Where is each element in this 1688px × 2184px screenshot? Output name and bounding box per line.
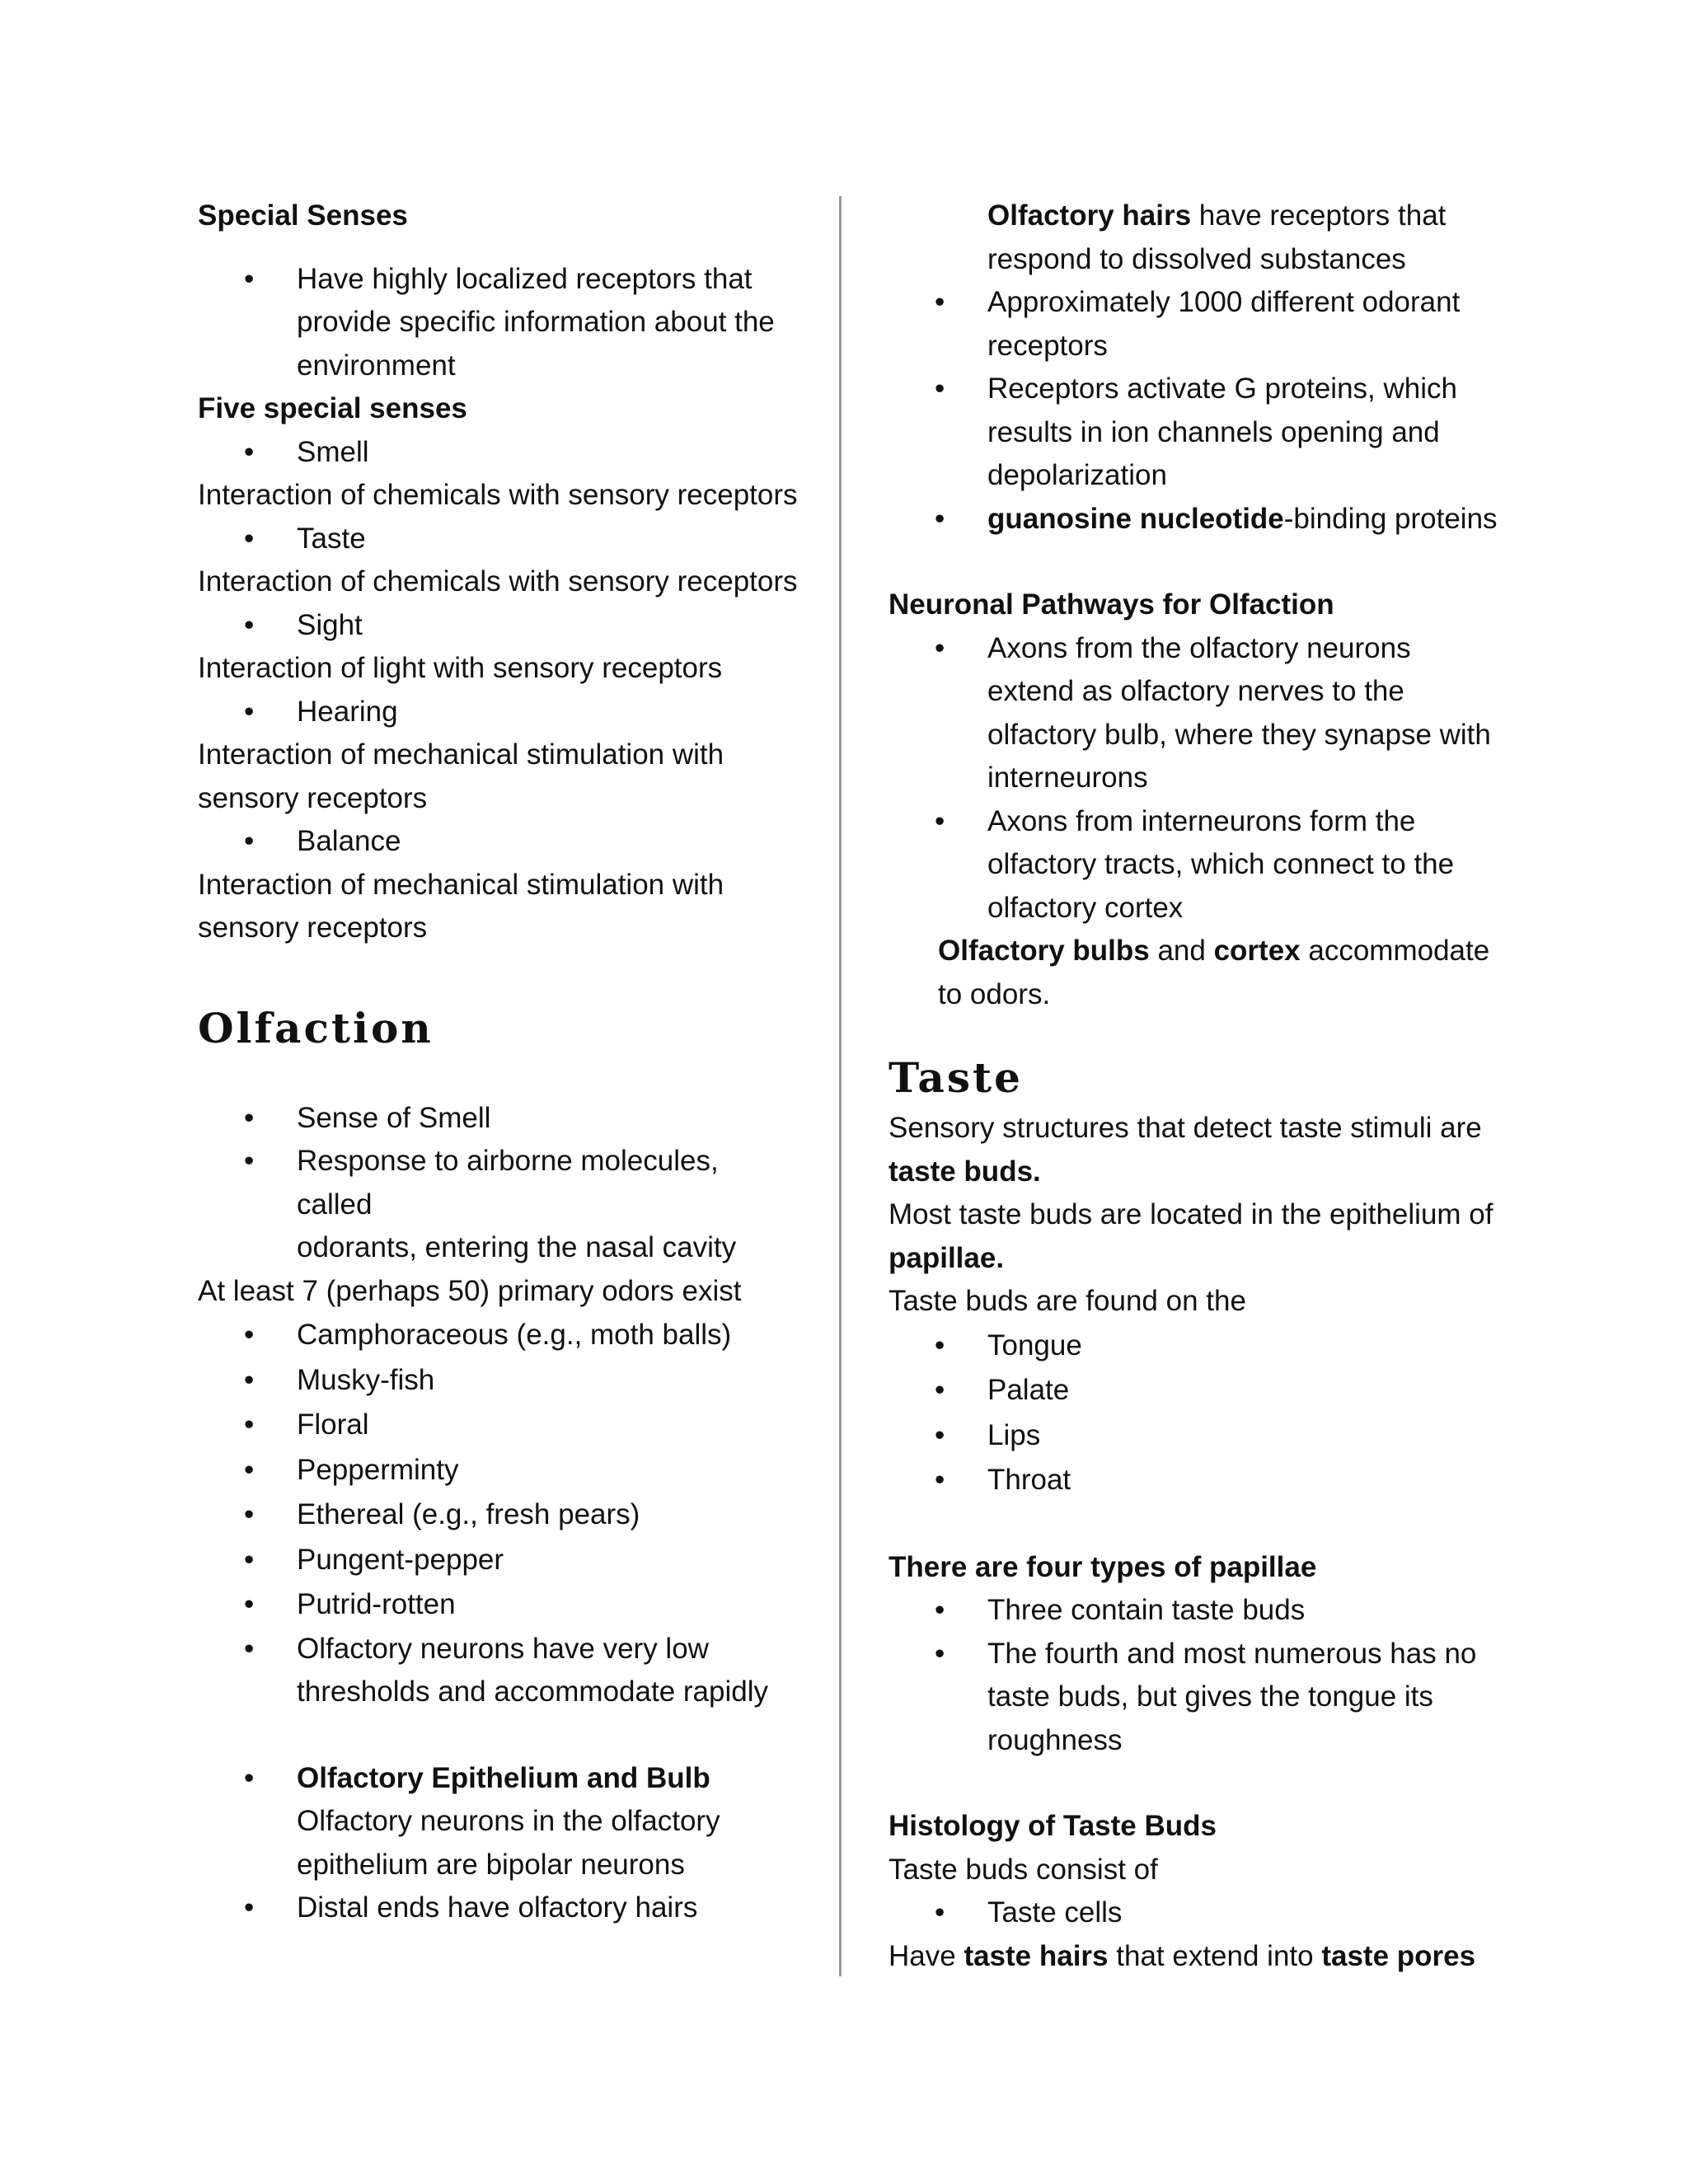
odor-item: • Pepperminty — [198, 1448, 791, 1493]
pathway-bullet: • Axons from interneurons form the olfactory tracts, which connect to the olfactory cortex — [889, 800, 1498, 930]
sense-item-hearing: • Hearing — [198, 691, 791, 734]
olfactory-hairs-line: Olfactory hairs have receptors that — [987, 199, 1447, 232]
papillae-heading: There are four types of papillae — [889, 1550, 1317, 1583]
epithelium-heading: • Olfactory Epithelium and Bulb — [297, 1761, 710, 1794]
location-item: • Palate — [889, 1368, 1498, 1413]
histology-bullet: • Taste cells — [889, 1891, 1498, 1935]
five-senses-heading: Five special senses — [198, 392, 467, 424]
receptor-bullet: • Approximately 1000 different odorant receptors — [889, 281, 1498, 368]
guanosine-bullet: • guanosine nucleotide-binding proteins — [889, 498, 1498, 541]
column-divider — [839, 196, 842, 1976]
odor-item: • Camphoraceous (e.g., moth balls) — [198, 1313, 791, 1358]
epithelium-bullet: • Olfactory Epithelium and Bulb Olfactory neurons in the olfactory epithelium are bipolar neurons — [198, 1757, 791, 1887]
location-item: • Lips — [889, 1413, 1498, 1459]
sense-item-smell: • Smell — [198, 431, 791, 475]
special-senses-heading: Special Senses — [198, 199, 408, 232]
olfaction-bullet: • Sense of Smell — [198, 1097, 791, 1141]
sense-desc: Interaction of chemicals with sensory receptors — [198, 565, 798, 598]
left-column — [198, 194, 798, 1930]
odor-item: • Floral — [198, 1403, 791, 1448]
sense-desc: sensory receptors — [198, 781, 428, 814]
odor-item: • Ethereal (e.g., fresh pears) — [198, 1493, 791, 1538]
papillae-bullet: • Three contain taste buds — [889, 1589, 1498, 1633]
pathway-bullet: • Axons from the olfactory neurons extend as olfactory nerves to the olfactory bulb, where they synapse with interneurons — [889, 627, 1498, 800]
taste-title: Taste — [889, 1053, 1023, 1102]
sense-desc: sensory receptors — [198, 912, 428, 944]
sense-desc: Interaction of chemicals with sensory receptors — [198, 479, 798, 511]
location-item: • Tongue — [889, 1324, 1498, 1369]
olfaction-title: Olfaction — [198, 1003, 434, 1052]
sense-item-taste: • Taste — [198, 518, 791, 561]
special-senses-bullet: • Have highly localized receptors that provide specific information about the environment — [198, 258, 791, 388]
olfaction-bullet: • Response to airborne molecules, called odorants, entering the nasal cavity — [198, 1140, 791, 1270]
accommodate-line: Olfactory bulbs and cortex accommodate — [938, 935, 1490, 967]
neurons-bullet: • Olfactory neurons have very low thresholds and accommodate rapidly — [198, 1628, 791, 1714]
sense-item-balance: • Balance — [198, 820, 791, 864]
pathways-heading: Neuronal Pathways for Olfaction — [889, 588, 1334, 621]
sense-desc: Interaction of mechanical stimulation with — [198, 868, 724, 901]
right-column: Olfactory hairs have receptors that respond to dissolved substances • Approximately 1000 different odorant receptors • Receptors activate G proteins, which results in ion channels opening and depolarization • guanosine nucleotide-binding proteins Neuronal Pathways for Olfaction • Axons from the olfactory neurons extend as olfactory nerves to the olfactory bulb, where they synapse with interneurons • Axons from interneurons form the olfactory tracts, which connect to the olfactory cortex Olfactory bulbs and cortex accommodate to odors. Taste Sensory structures that detect taste stimuli are taste buds. Most taste buds are located in the epithelium of papillae. Taste buds are found on the • Tongue • Palate • Lips • Throat There are four types of papillae • Three contain taste buds • The fourth and most numerous has no taste buds, but gives the tongue its roughness Histology of Taste Buds Taste buds consist of • Taste cells Have taste hairs that extend into taste pores — [889, 194, 1498, 1978]
histology-heading: Histology of Taste Buds — [889, 1810, 1217, 1842]
primary-odors-intro: At least 7 (perhaps 50) primary odors exist — [198, 1274, 742, 1307]
odor-item: • Musky-fish — [198, 1358, 791, 1404]
sense-desc: Interaction of light with sensory receptors — [198, 652, 723, 684]
odor-item: • Pungent-pepper — [198, 1538, 791, 1583]
location-item: • Throat — [889, 1458, 1498, 1503]
sense-desc: Interaction of mechanical stimulation with — [198, 738, 724, 771]
taste-hairs-line: Have taste hairs that extend into taste pores — [889, 1939, 1476, 1972]
sense-item-sight: • Sight — [198, 604, 791, 648]
odor-item: • Putrid-rotten — [198, 1582, 791, 1628]
distal-bullet: • Distal ends have olfactory hairs — [198, 1886, 791, 1930]
receptor-bullet: • Receptors activate G proteins, which results in ion channels opening and depolarization — [889, 368, 1498, 498]
papillae-bullet: • The fourth and most numerous has no taste buds, but gives the tongue its roughness — [889, 1633, 1498, 1763]
